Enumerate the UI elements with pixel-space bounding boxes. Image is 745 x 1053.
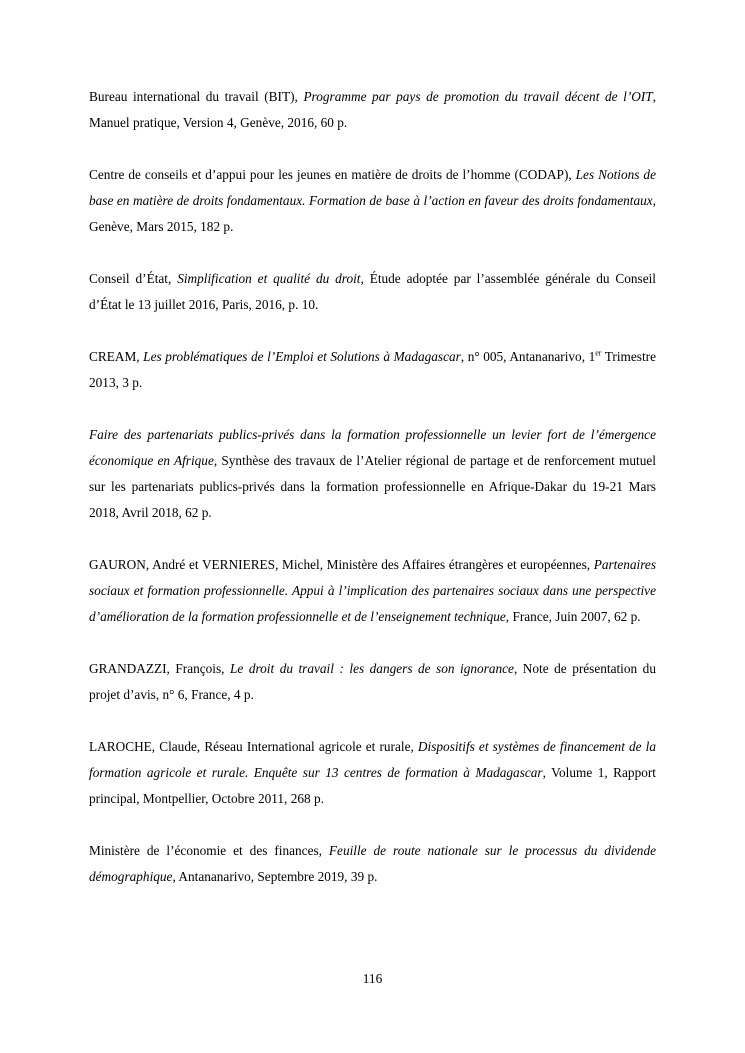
entry-text: Trimestre 2013, 3 p. (89, 349, 656, 390)
bibliography-page (89, 84, 656, 916)
entry-text: LAROCHE, Claude, Réseau International agricole et rurale, (89, 739, 418, 754)
entry-text: GRANDAZZI, François, (89, 661, 231, 676)
bibliography-entry-ministere-economie (89, 838, 656, 890)
entry-text: , n° 005, Antananarivo, 1 (460, 349, 596, 364)
entry-text: , Volume 1, Rapport principal, Montpellier, Octobre 2011, 268 p. (89, 765, 656, 806)
entry-title: Le droit du travail : les dangers de son ignorance (230, 661, 514, 676)
page-number: 116 (362, 971, 383, 986)
bibliography-entry-codap (89, 162, 656, 240)
entry-text: Centre de conseils et d’appui pour les jeunes en matière de droits de l’homme (CODAP), (89, 167, 576, 182)
entry-text: Conseil d’État, (89, 271, 178, 286)
bibliography-entry-cream (89, 344, 656, 396)
entry-text: , Synthèse des travaux de l’Atelier régional de partage et de renforcement mutuel sur les partenariats publics-privés dans la formation professionnelle en Afrique-Dakar du 19-21 Mars 2018, Avril 2018, 62 p. (89, 453, 656, 520)
ordinal-superscript: er (595, 348, 602, 358)
entry-title: Programme par pays de promotion du travail décent de l’OIT (303, 89, 653, 104)
entry-title: Les Notions de base en matière de droits fondamentaux. Formation de base à l’action en faveur des droits fondamentaux (89, 167, 656, 208)
entry-text: , Manuel pratique, Version 4, Genève, 2016, 60 p. (89, 89, 657, 130)
bibliography-entry-conseil-etat (89, 266, 656, 318)
entry-text: GAURON, André et VERNIERES, Michel, Ministère des Affaires étrangères et européennes, (89, 557, 594, 572)
bibliography-entry-gauron (89, 552, 656, 630)
entry-title: Partenaires sociaux et formation professionnelle. Appui à l’implication des partenaires sociaux dans une perspective d’amélioration de la formation professionnelle et de l’enseignement technique (89, 557, 656, 624)
entry-title: Dispositifs et systèmes de financement de la formation agricole et rurale. Enquête sur 13 centres de formation à Madagascar (89, 739, 656, 780)
entry-text: Ministère de l’économie et des finances, (89, 843, 329, 858)
entry-title: Simplification et qualité du droit (177, 271, 361, 286)
entry-title: Faire des partenariats publics-privés dans la formation professionnelle un levier fort de l’émergence économique en Afrique (89, 427, 656, 468)
entry-title: Les problématiques de l’Emploi et Solutions à Madagascar (143, 349, 461, 364)
entry-text: , Genève, Mars 2015, 182 p. (89, 193, 656, 234)
bibliography-entry-ppp (89, 422, 656, 526)
entry-text: CREAM, (89, 349, 144, 364)
entry-text: , Étude adoptée par l’assemblée générale du Conseil d’État le 13 juillet 2016, Paris, 2016, p. 10. (89, 271, 657, 312)
bibliography-entry-grandazzi (89, 656, 656, 708)
entry-text: Bureau international du travail (BIT), (89, 89, 304, 104)
bibliography-entry-bit (89, 84, 656, 136)
entry-title: Feuille de route nationale sur le processus du dividende démographique (89, 843, 656, 884)
entry-text: , Note de présentation du projet d’avis, n° 6, France, 4 p. (89, 661, 656, 702)
entry-text: , France, Juin 2007, 62 p. (505, 609, 641, 624)
entry-text: , Antananarivo, Septembre 2019, 39 p. (172, 869, 378, 884)
bibliography-entry-laroche (89, 734, 656, 812)
